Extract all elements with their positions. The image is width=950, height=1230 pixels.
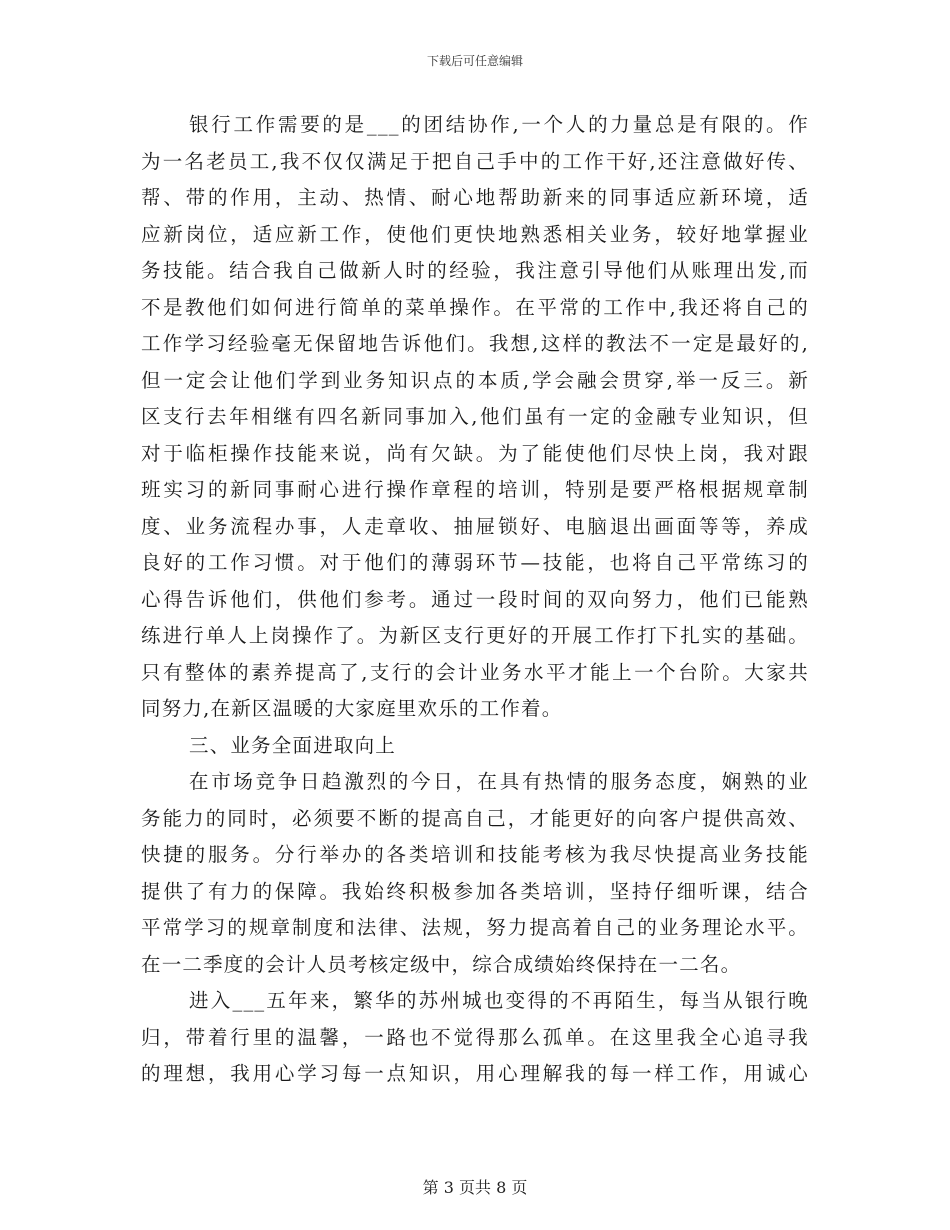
text-line: 进入___五年来，繁华的苏州城也变得的不再陌生，每当从银行晚 xyxy=(189,989,809,1012)
page-number: 第 3 页共 8 页 xyxy=(422,1178,528,1197)
text-line: 但一定会让他们学到业务知识点的本质,学会融会贯穿,举一反三。新 xyxy=(141,368,809,392)
text-line: 良好的工作习惯。对于他们的薄弱环节—技能，也将自己平常练习的 xyxy=(141,551,809,574)
text-line: 对于临柜操作技能来说，尚有欠缺。为了能使他们尽快上岗，我对跟 xyxy=(141,441,809,465)
text-line: 在一二季度的会计人员考核定级中，综合成绩始终保持在一二名。 xyxy=(141,952,742,976)
text-line: 工作学习经验毫无保留地告诉他们。我想,这样的教法不一定是最好的, xyxy=(141,332,809,355)
text-line: 心得告诉他们，供他们参考。通过一段时间的双向努力，他们已能熟 xyxy=(141,587,809,611)
text-line: 应新岗位，适应新工作，使他们更快地熟悉相关业务，较好地掌握业 xyxy=(141,222,809,246)
text-line: 务能力的同时，必须要不断的提高自己，才能更好的向客户提供高效、 xyxy=(141,806,809,830)
text-line: 为一名老员工,我不仅仅满足于把自己手中的工作干好,还注意做好传、 xyxy=(141,149,809,173)
text-line: 不是教他们如何进行简单的菜单操作。在平常的工作中,我还将自己的 xyxy=(141,295,809,319)
text-line: 提供了有力的保障。我始终积极参加各类培训，坚持仔细听课，结合 xyxy=(141,879,809,903)
text-line: 只有整体的素养提高了,支行的会计业务水平才能上一个台阶。大家共 xyxy=(141,660,809,684)
text-line: 班实习的新同事耐心进行操作章程的培训，特别是要严格根据规章制 xyxy=(141,478,809,501)
text-line: 的理想，我用心学习每一点知识，用心理解我的每一样工作，用诚心 xyxy=(141,1062,809,1085)
text-line: 练进行单人上岗操作了。为新区支行更好的开展工作打下扎实的基础。 xyxy=(141,624,809,647)
text-line: 务技能。结合我自己做新人时的经验，我注意引导他们从账理出发,而 xyxy=(141,259,809,282)
page-header: 下载后可任意编辑 xyxy=(426,54,523,68)
text-line: 归，带着行里的温馨，一路也不觉得那么孤单。在这里我全心追寻我 xyxy=(141,1025,809,1049)
text-line: 平常学习的规章制度和法律、法规，努力提高着自己的业务理论水平。 xyxy=(141,916,809,939)
text-line: 度、业务流程办事，人走章收、抽屉锁好、电脑退出画面等等，养成 xyxy=(141,514,809,538)
text-line: 银行工作需要的是___的团结协作,一个人的力量总是有限的。作 xyxy=(189,113,809,136)
text-line: 在市场竞争日趋激烈的今日，在具有热情的服务态度，娴熟的业 xyxy=(189,770,809,793)
text-line: 同努力,在新区温暖的大家庭里欢乐的工作着。 xyxy=(141,697,563,720)
text-line: 区支行去年相继有四名新同事加入,他们虽有一定的金融专业知识，但 xyxy=(141,405,809,428)
section-heading: 三、业务全面进取向上 xyxy=(189,733,397,757)
document-body xyxy=(141,107,809,1093)
text-line: 帮、带的作用，主动、热情、耐心地帮助新来的同事适应新环境，适 xyxy=(141,186,809,209)
text-line: 快捷的服务。分行举办的各类培训和技能考核为我尽快提高业务技能 xyxy=(141,843,809,866)
